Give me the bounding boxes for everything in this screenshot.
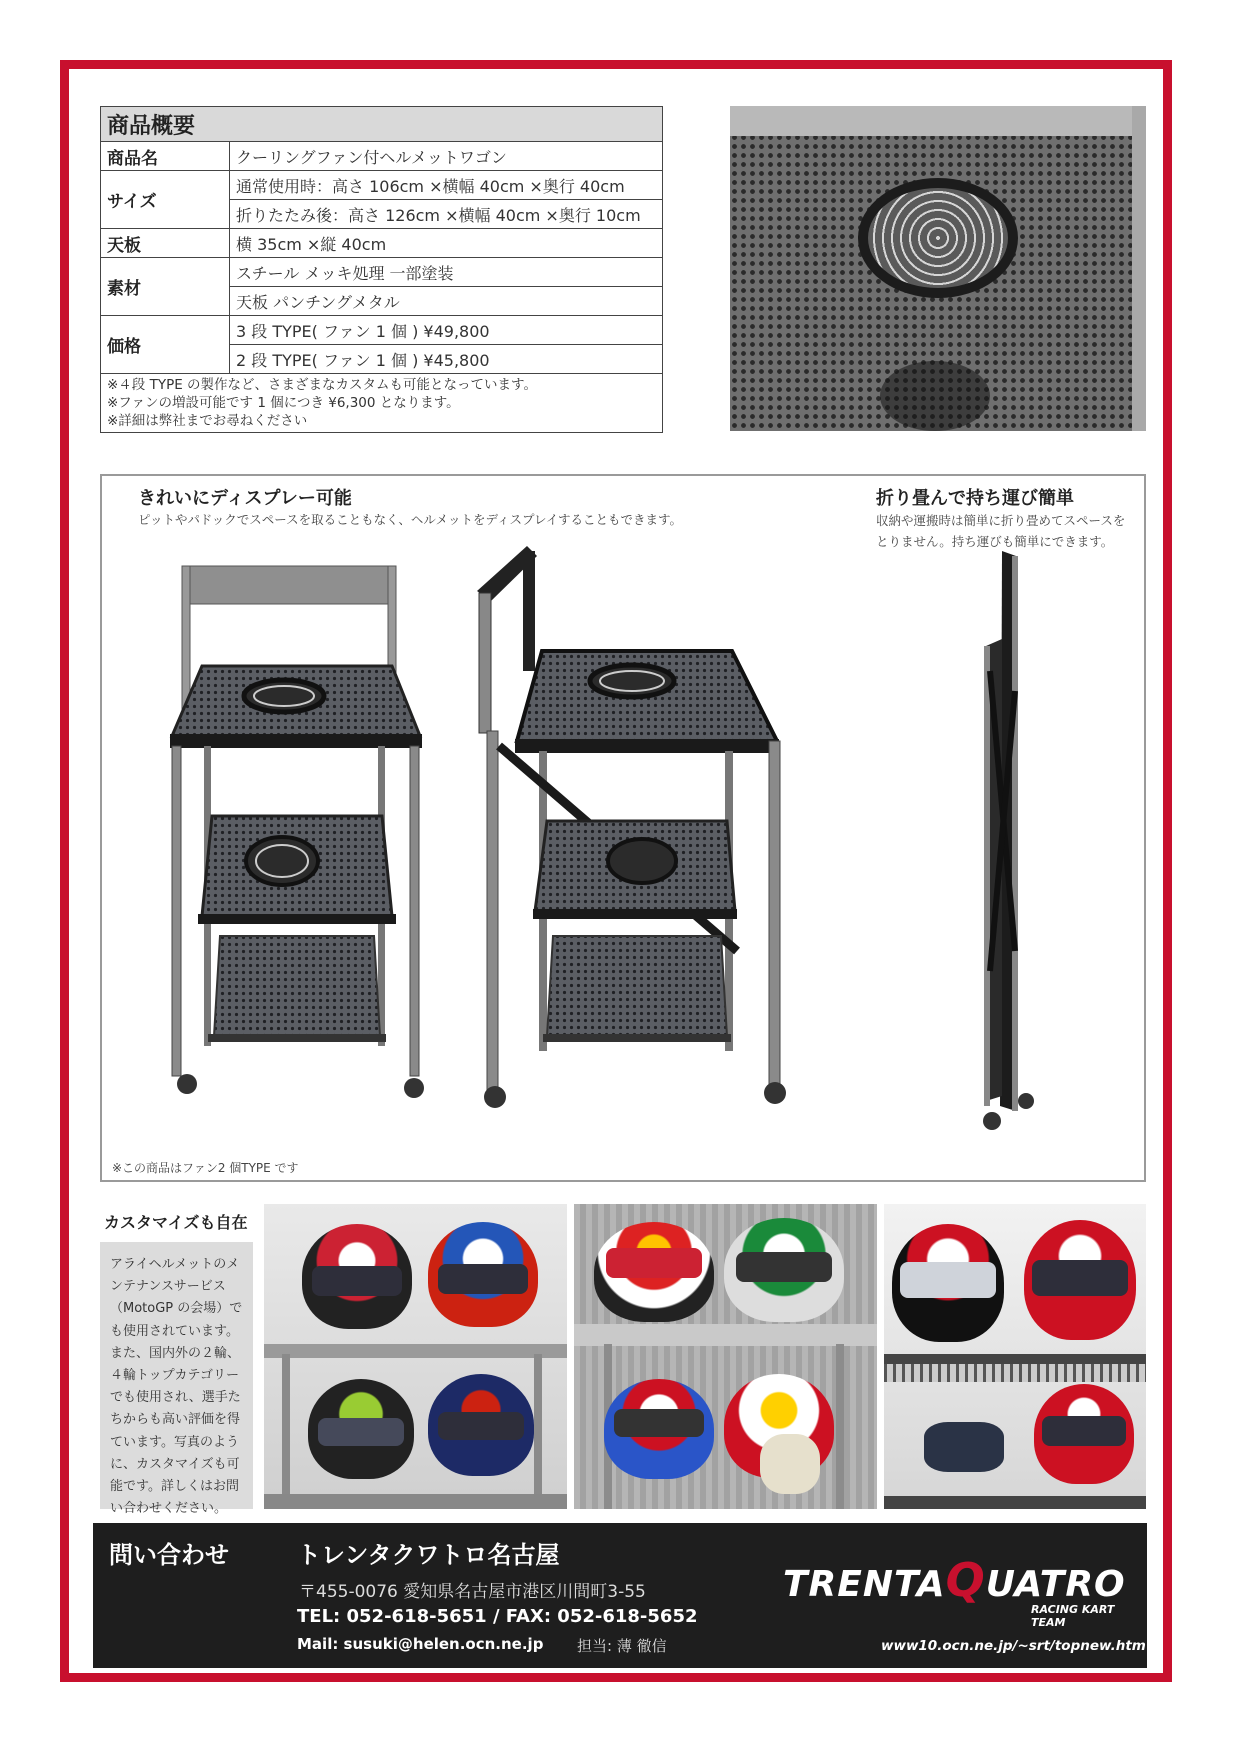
email-link[interactable]: Mail: susuki@helen.ocn.ne.jp [297,1635,544,1653]
spec-value-top: 横 35cm ×縦 40cm [230,229,663,258]
fan-grille-icon [858,178,1018,298]
spec-label-name: 商品名 [101,142,230,171]
product-panel [100,474,1146,1182]
spec-label-material: 素材 [101,258,230,316]
contact-title: 問い合わせ [109,1541,229,1569]
spec-label-price: 価格 [101,316,230,374]
logo-text-2: UATRO [985,1564,1126,1605]
spec-label-top: 天板 [101,229,230,258]
helmet-photo-3 [884,1204,1146,1509]
display-heading: きれいにディスプレー可能 [138,488,352,509]
customize-text: アライヘルメットのメンテナンスサービス（MotoGP の会場）でも使用されています。また、国内外の２輪、４輪トップカテゴリーでも使用され、選手たちからも高い評価を得ています。写真のように、カスタマイズも可能です。詳しくはお問い合わせください。 [110,1257,243,1517]
spec-value-price-2: 2 段 TYPE( ファン 1 個 ) ¥45,800 [230,345,663,374]
trenta-quatro-logo [783,1553,1126,1607]
fold-text: 収納や運搬時は簡単に折り畳めてスペースをとりません。持ち運びも簡単にできます。 [876,513,1126,549]
spec-value-size-folded: 折りたたみ後：高さ 126cm ×横幅 40cm ×奥行 10cm [230,200,663,229]
helmet-photo-1 [264,1204,567,1509]
panel-note: ※この商品はファン2 個TYPE です [112,1161,299,1175]
spec-note-2: ※ファンの増設可能です 1 個につき ¥6,300 となります。 [107,395,460,411]
shop-name: トレンタクワトロ名古屋 [297,1541,560,1569]
spec-label-size: サイズ [101,171,230,229]
spec-table [100,106,663,433]
contact-person: 担当: 薄 徹信 [577,1637,667,1655]
top-plate-photo [730,106,1146,431]
wagon-folded-photo [970,551,1070,1161]
logo-q-steering-icon: Q [945,1553,986,1607]
fold-heading: 折り畳んで持ち運び簡単 [876,488,1074,509]
spec-value-name: クーリングファン付ヘルメットワゴン [230,142,663,171]
logo-text-1: TRENTA [783,1564,946,1605]
helmet-photo-2 [574,1204,877,1509]
spec-note-1: ※４段 TYPE の製作など、さまざまなカスタムも可能となっています。 [107,377,537,393]
spec-value-size-normal: 通常使用時：高さ 106cm ×横幅 40cm ×奥行 40cm [230,171,663,200]
wagon-angled-photo [477,541,817,1161]
phone-fax: TEL: 052-618-5651 / FAX: 052-618-5652 [297,1606,698,1627]
customize-heading: カスタマイズも自在 [100,1204,253,1242]
spec-value-price-3: 3 段 TYPE( ファン 1 個 ) ¥49,800 [230,316,663,345]
spec-value-material-1: スチール メッキ処理 一部塗装 [230,258,663,287]
contact-bar [93,1523,1147,1668]
website-link[interactable]: www10.ocn.ne.jp/~srt/topnew.htm [881,1638,1146,1654]
spec-value-material-2: 天板 パンチングメタル [230,287,663,316]
logo-subtitle: RACING KART TEAM [1031,1603,1115,1629]
wagon-3tier-photo [142,556,442,1156]
spec-notes [101,374,663,433]
spec-title: 商品概要 [101,107,663,142]
display-text: ピットやパドックでスペースを取ることもなく、ヘルメットをディスプレイすることもできます。 [138,512,683,527]
customize-section [100,1204,253,1517]
shop-address: 〒455-0076 愛知県名古屋市港区川間町3-55 [299,1582,646,1602]
spec-note-3: ※詳細は弊社までお尋ねください [107,413,308,429]
